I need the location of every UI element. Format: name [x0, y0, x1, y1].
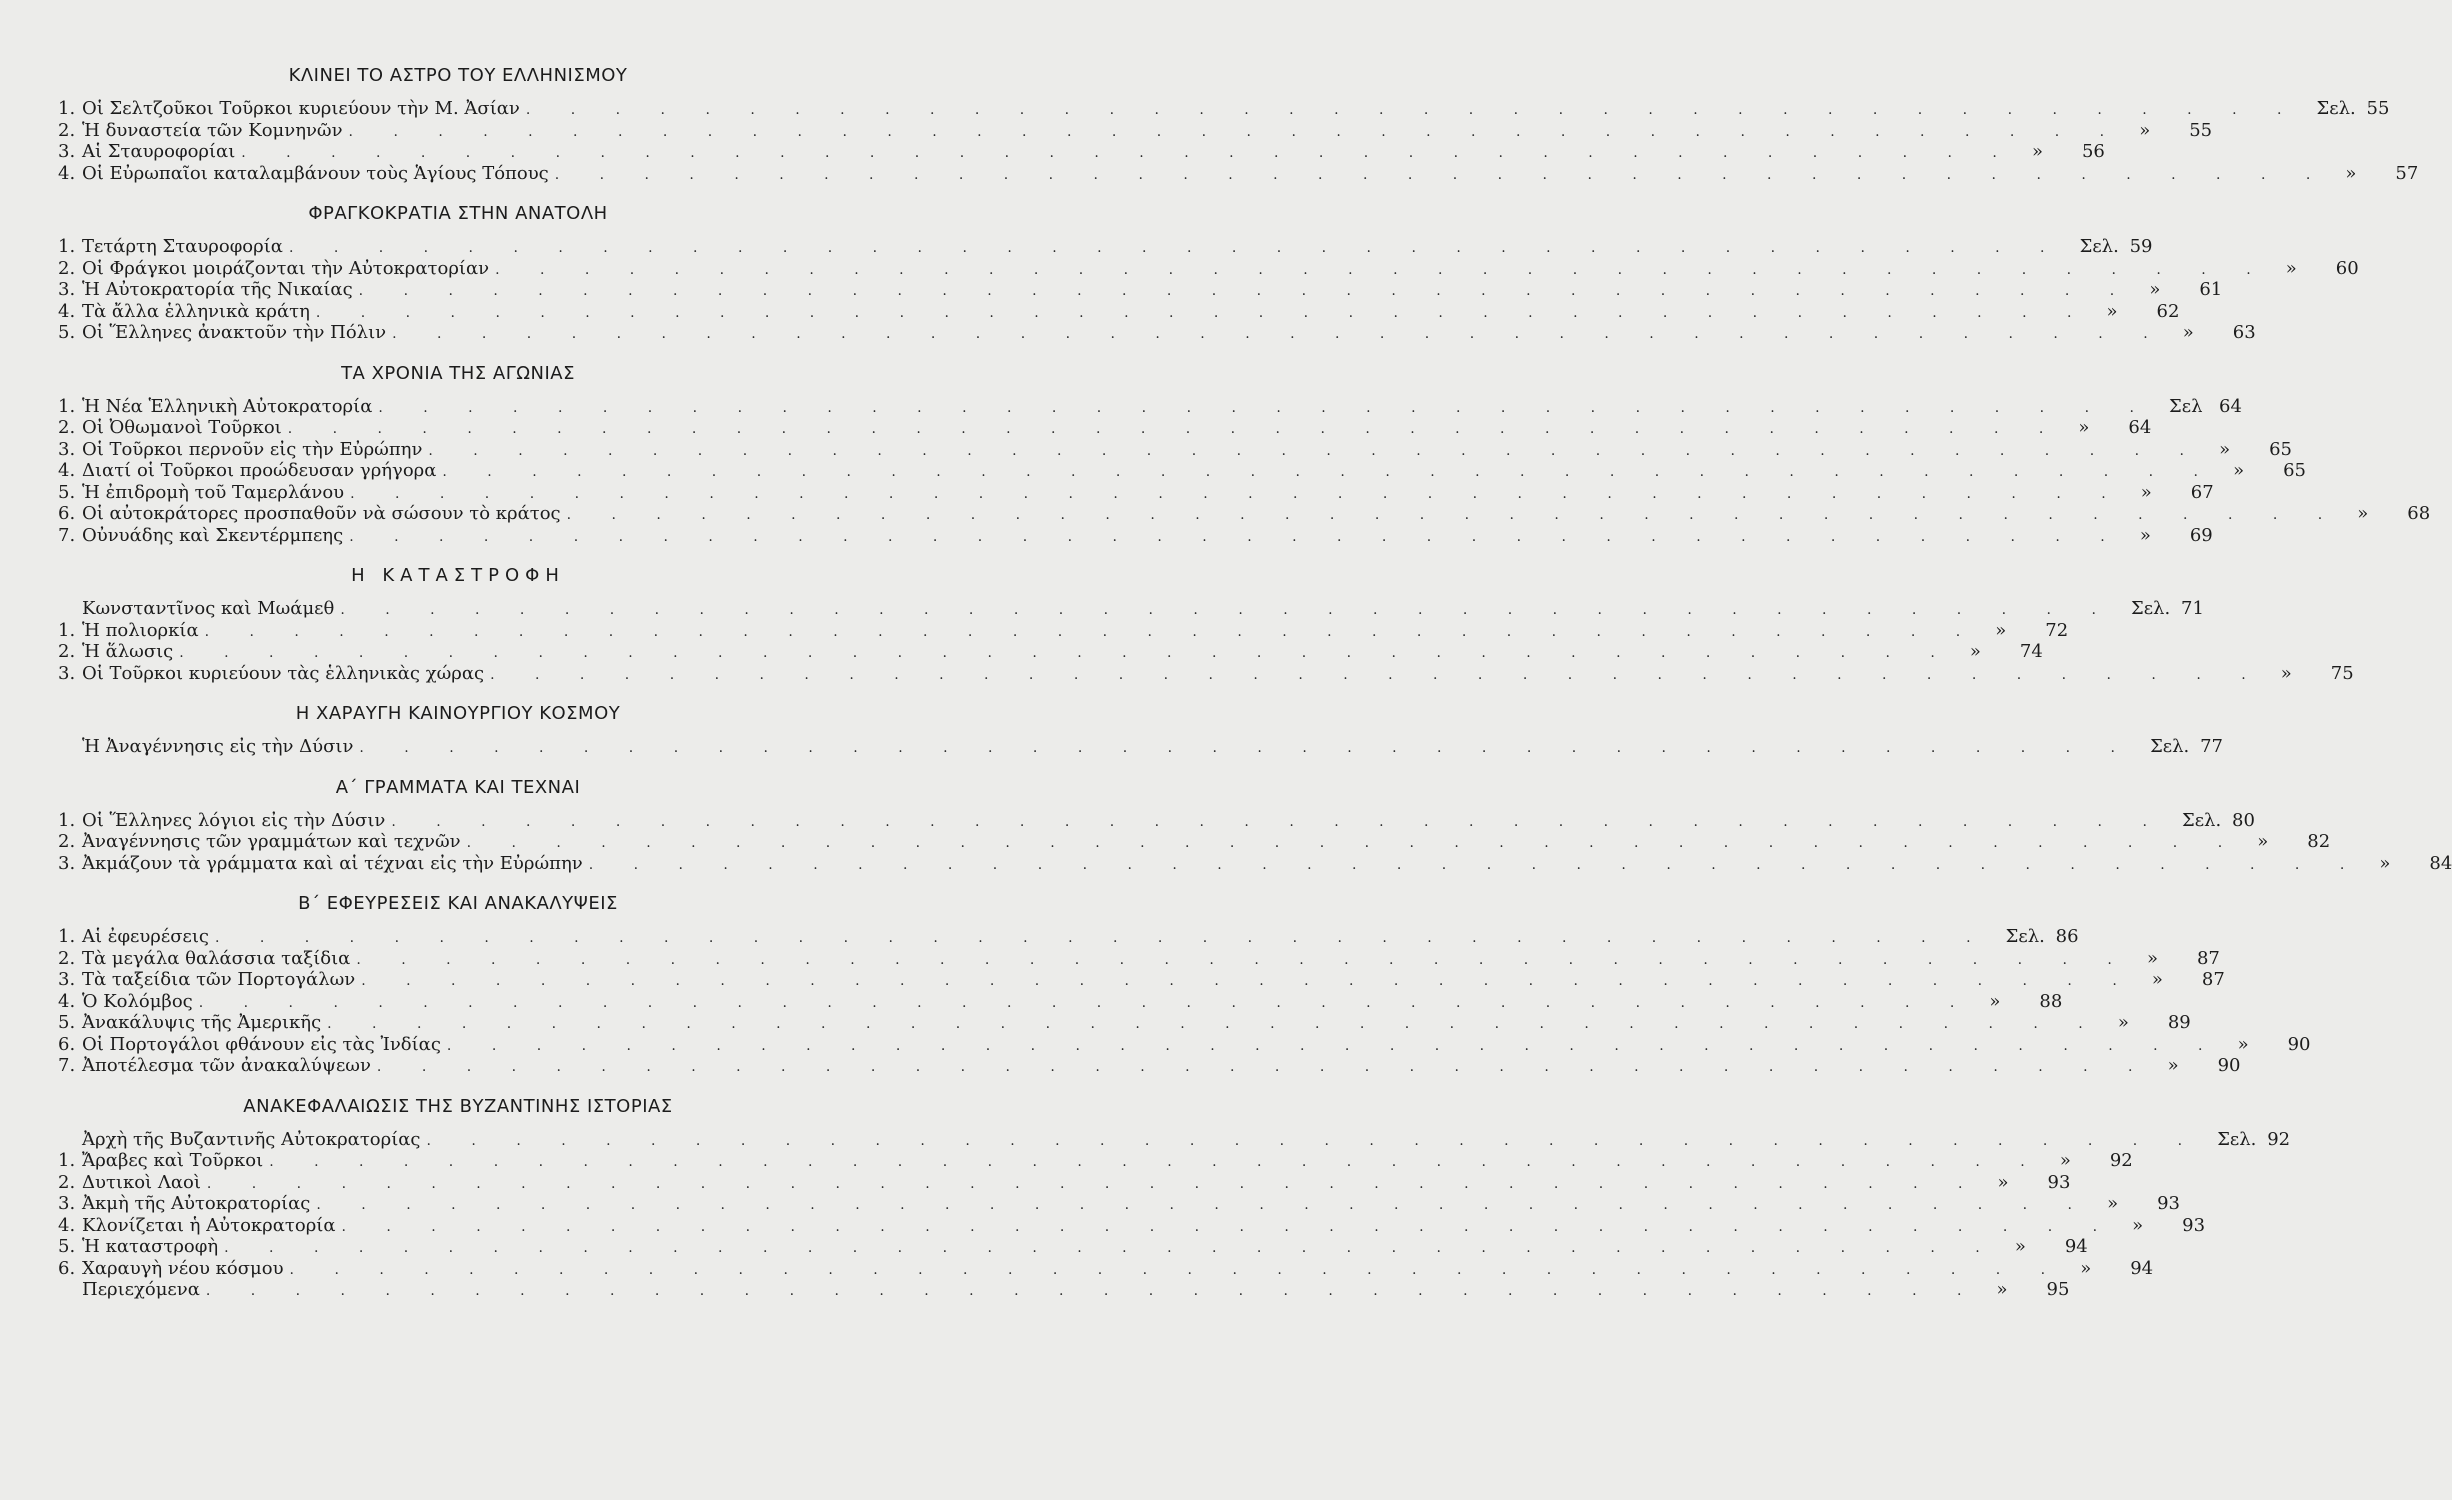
entry-title: Τετάρτη Σταυροφορία [82, 236, 283, 257]
entry-title: Ἀνακάλυψις τῆς Ἀμερικῆς [82, 1012, 322, 1033]
entry-title: Ἡ ἅλωσις [82, 641, 174, 662]
entry-title: Οἱ Τοῦρκοι κυριεύουν τὰς ἑλληνικὰς χώρας [82, 662, 485, 684]
toc-entry [58, 852, 2452, 875]
section-entries [58, 1128, 2291, 1301]
entry-title: Ἡ Αὐτοκρατορία τῆς Νικαίας [82, 279, 353, 300]
entry-number: 4. [58, 990, 76, 1012]
page-number: 69 [2189, 524, 2213, 546]
entry-page [1978, 620, 2068, 642]
toc-entry [58, 236, 2153, 258]
toc-entry [58, 141, 2105, 163]
entry-page [2299, 98, 2389, 120]
dot-leader: . . . . . . . . . . . . . . . . . . . . . . . . . . . . . . . . . . . . . . . . [206, 1175, 1981, 1192]
toc-entry [58, 460, 2306, 482]
entry-number: 1. [58, 395, 76, 417]
entry-title: Οἱ Ὀθωμανοὶ Τοῦρκοι [82, 417, 282, 438]
page-prefix: Σελ. [2217, 1128, 2257, 1150]
entry-number: 5. [58, 1012, 76, 1033]
section-heading: Η ΧΑΡΑΥΓΗ ΚΑΙΝΟΥΡΓΙΟΥ ΚΟΣΜΟΥ [295, 703, 621, 724]
dot-leader: . . . . . . . . . . . . . . . . . . . . . . . . . . . . . . . . . . . . . . . . [490, 666, 2264, 683]
page-prefix: Σελ. [2131, 598, 2171, 619]
page-number: 56 [2081, 141, 2105, 162]
toc-section [58, 202, 2359, 344]
page-number: 64 [2219, 395, 2242, 417]
entry-number: 3. [58, 1193, 76, 1214]
dot-leader: . . . . . . . . . . . . . . . . . . . . . . . . . . . . . . . . . . . . . . . . [340, 602, 2114, 618]
page-prefix: Σελ. [2079, 236, 2119, 257]
page-prefix: » [1995, 619, 2007, 641]
entry-number: 2. [58, 417, 76, 438]
entry-title: Οἱ Ἕλληνες ἀνακτοῦν τὴν Πόλιν [82, 322, 387, 343]
toc-entry [58, 257, 2359, 280]
page-prefix: » [2146, 947, 2158, 969]
page-prefix: » [1989, 990, 2001, 1012]
page-number: 89 [2167, 1012, 2191, 1033]
page-prefix: » [2132, 1214, 2144, 1236]
dot-leader: . . . . . . . . . . . . . . . . . . . . . . . . . . . . . . . . . . . . . . . . [241, 145, 2015, 161]
entry-number: 3. [58, 279, 76, 300]
toc-entry [58, 947, 2220, 970]
dot-leader: . . . . . . . . . . . . . . . . . . . . . . . . . . . . . . . . . . . . . . . . [391, 813, 2165, 830]
page-prefix: » [2280, 662, 2292, 684]
toc-entry [58, 1012, 2191, 1034]
toc-entry [58, 481, 2214, 504]
toc-section [58, 702, 2223, 758]
dot-leader: . . . . . . . . . . . . . . . . . . . . . . . . . . . . . . . . . . . . . . . . [358, 283, 2133, 299]
page-number: 72 [2045, 619, 2069, 641]
page-prefix: » [2357, 503, 2369, 524]
entry-title: Δυτικοὶ Λαοὶ [82, 1171, 201, 1193]
entry-title: Οἱ Τοῦρκοι περνοῦν εἰς τὴν Εὐρώπην [82, 438, 423, 460]
entry-number: 3. [58, 852, 76, 874]
page-prefix: » [2139, 524, 2151, 546]
dot-leader: . . . . . . . . . . . . . . . . . . . . . . . . . . . . . . . . . . . . . . . . [289, 1261, 2064, 1278]
section-heading: Α΄ ΓΡΑΜΜΑΤΑ ΚΑΙ ΤΕΧΝΑΙ [335, 776, 581, 798]
entry-page [1972, 991, 2062, 1013]
dot-leader: . . . . . . . . . . . . . . . . . . . . . . . . . . . . . . . . . . . . . . . . [466, 835, 2241, 851]
entry-title: Ἀρχὴ τῆς Βυζαντινῆς Αὐτοκρατορίας [82, 1128, 421, 1150]
toc-entry [58, 1279, 2070, 1301]
entry-number: 2. [58, 947, 76, 969]
toc-entry [58, 831, 2331, 853]
entry-number: 1. [58, 1150, 76, 1171]
entry-number: 6. [58, 1257, 76, 1279]
page-prefix: Σελ [2169, 395, 2203, 417]
page-prefix: » [2031, 141, 2043, 162]
toc-entry [58, 1033, 2311, 1056]
dot-leader: . . . . . . . . . . . . . . . . . . . . . . . . . . . . . . . . . . . . . . . . [378, 399, 2152, 416]
page-number: 63 [2232, 322, 2256, 343]
entry-page [2061, 417, 2151, 439]
dot-leader: . . . . . . . . . . . . . . . . . . . . . . . . . . . . . . . . . . . . . . . . [356, 951, 2130, 968]
page-number: 90 [2217, 1055, 2241, 1076]
entry-page [2133, 736, 2223, 758]
entry-number: 3. [58, 662, 76, 684]
page-prefix: Σελ. [2182, 809, 2222, 831]
toc-entry [58, 395, 2242, 418]
entry-page [1979, 1279, 2069, 1301]
entry-page [2328, 163, 2418, 185]
section-entries [58, 236, 2359, 344]
section-heading: ΦΡΑΓΚΟΚΡΑΤΙΑ ΣΤΗΝ ΑΝΑΤΟΛΗ [308, 203, 608, 224]
page-number: 57 [2395, 162, 2419, 184]
toc-entry [58, 1236, 2088, 1258]
section-heading: Β΄ ΕΦΕΥΡΕΣΕΙΣ ΚΑΙ ΑΝΑΚΑΛΥΨΕΙΣ [298, 893, 618, 914]
entry-number: 2. [58, 257, 76, 279]
page-prefix: » [2059, 1150, 2071, 1171]
entry-number: 3. [58, 969, 76, 990]
entry-title: Τὰ μεγάλα θαλάσσια ταξίδια [82, 947, 351, 969]
dot-leader: . . . . . . . . . . . . . . . . . . . . . . . . . . . . . . . . . . . . . . . . [327, 1016, 2101, 1032]
page-prefix: » [2117, 1012, 2129, 1033]
toc-entry [58, 1055, 2241, 1077]
toc-entry [58, 438, 2292, 461]
entry-number: 4. [58, 460, 76, 481]
page-number: 60 [2335, 257, 2359, 279]
dot-leader: . . . . . . . . . . . . . . . . . . . . . . . . . . . . . . . . . . . . . . . . [442, 464, 2216, 480]
page-number: 65 [2269, 438, 2292, 460]
toc-entry [58, 736, 2223, 758]
toc-section [58, 362, 2431, 547]
dot-leader: . . . . . . . . . . . . . . . . . . . . . . . . . . . . . . . . . . . . . . . . [288, 240, 2063, 256]
entry-page [2269, 258, 2359, 280]
dot-leader: . . . . . . . . . . . . . . . . . . . . . . . . . . . . . . . . . . . . . . . . [348, 123, 2123, 140]
entry-number: 7. [58, 1055, 76, 1076]
entry-title: Ἄραβες καὶ Τοῦρκοι [82, 1150, 264, 1171]
dot-leader: . . . . . . . . . . . . . . . . . . . . . . . . . . . . . . . . . . . . . . . . [359, 740, 2133, 756]
entry-page [2122, 120, 2212, 142]
dot-leader: . . . . . . . . . . . . . . . . . . . . . . . . . . . . . . . . . . . . . . . . [287, 421, 2062, 437]
page-number: 74 [2019, 641, 2043, 662]
dot-leader: . . . . . . . . . . . . . . . . . . . . . . . . . . . . . . . . . . . . . . . . [566, 507, 2341, 523]
entry-page [2089, 301, 2179, 323]
toc-entry [58, 119, 2213, 142]
dot-leader: . . . . . . . . . . . . . . . . . . . . . . . . . . . . . . . . . . . . . . . . [554, 166, 2329, 183]
page-prefix: » [2233, 460, 2245, 481]
dot-leader: . . . . . . . . . . . . . . . . . . . . . . . . . . . . . . . . . . . . . . . . [376, 1059, 2151, 1075]
entry-title: Ἡ ἐπιδρομὴ τοῦ Ταμερλάνου [82, 481, 345, 503]
toc-entry [58, 1171, 2071, 1194]
dot-leader: . . . . . . . . . . . . . . . . . . . . . . . . . . . . . . . . . . . . . . . . [361, 973, 2135, 989]
page-prefix: » [2219, 438, 2231, 460]
page-prefix: » [2151, 969, 2163, 990]
entry-title: Ἡ δυναστεία τῶν Κομνηνῶν [82, 119, 343, 141]
entry-page [2132, 279, 2222, 301]
page-number: 88 [2039, 990, 2063, 1012]
page-number: 55 [2189, 119, 2213, 141]
entry-number: 4. [58, 1214, 76, 1236]
entry-number: 2. [58, 1171, 76, 1193]
page-prefix: » [2345, 162, 2357, 184]
dot-leader: . . . . . . . . . . . . . . . . . . . . . . . . . . . . . . . . . . . . . . . . [204, 623, 1979, 640]
entry-title: Ἀποτέλεσμα τῶν ἀνακαλύψεων [82, 1055, 371, 1076]
section-entries [58, 926, 2311, 1077]
toc-entry [58, 162, 2419, 185]
toc-entry [58, 524, 2213, 547]
entry-number: 5. [58, 1236, 76, 1257]
dot-leader: . . . . . . . . . . . . . . . . . . . . . . . . . . . . . . . . . . . . . . . . [446, 1037, 2221, 1054]
section-entries [58, 98, 2419, 184]
toc-section [58, 776, 2452, 875]
table-of-contents [58, 58, 2452, 1319]
entry-number: 1. [58, 619, 76, 641]
dot-leader: . . . . . . . . . . . . . . . . . . . . . . . . . . . . . . . . . . . . . . . . [349, 528, 2123, 545]
entry-title: Οἱ Πορτογάλοι φθάνουν εἰς τὰς Ἰνδίας [82, 1033, 441, 1055]
entry-page [2200, 1129, 2290, 1151]
entry-page [1998, 1236, 2088, 1258]
entry-page [2166, 322, 2256, 344]
section-entries [58, 809, 2452, 875]
entry-page [2043, 1150, 2133, 1172]
entry-number: 6. [58, 503, 76, 524]
entry-page [2063, 1258, 2153, 1280]
toc-entry [58, 98, 2390, 120]
entry-number: 7. [58, 524, 76, 546]
toc-entry [58, 662, 2354, 685]
page-number: 95 [2046, 1279, 2070, 1300]
toc-entry [58, 1128, 2291, 1151]
page-prefix: » [2107, 1193, 2119, 1214]
page-number: 86 [2055, 926, 2079, 947]
dot-leader: . . . . . . . . . . . . . . . . . . . . . . . . . . . . . . . . . . . . . . . . [198, 994, 1973, 1011]
page-prefix: » [2014, 1236, 2026, 1257]
toc-section [58, 564, 2354, 684]
dot-leader: . . . . . . . . . . . . . . . . . . . . . . . . . . . . . . . . . . . . . . . . [426, 1132, 2201, 1149]
entry-number: 5. [58, 322, 76, 343]
entry-page [2090, 1193, 2180, 1215]
toc-section [58, 1095, 2291, 1301]
dot-leader: . . . . . . . . . . . . . . . . . . . . . . . . . . . . . . . . . . . . . . . . [214, 930, 1989, 946]
entry-page [2114, 598, 2204, 620]
entry-number: 1. [58, 926, 76, 947]
section-heading: ΚΛΙΝΕΙ ΤΟ ΑΣΤΡΟ ΤΟΥ ΕΛΛΗΝΙΣΜΟΥ [288, 65, 628, 86]
toc-entry [58, 1150, 2133, 1172]
page-prefix: Σελ. [2005, 926, 2045, 947]
entry-title: Κωνσταντῖνος καὶ Μωάμεθ [82, 598, 335, 619]
entry-title: Ἀκμὴ τῆς Αὐτοκρατορίας [82, 1193, 311, 1214]
page-number: 94 [2130, 1257, 2154, 1279]
page-number: 55 [2366, 98, 2390, 119]
entry-title: Ὁ Κολόμβος [82, 990, 193, 1012]
dot-leader: . . . . . . . . . . . . . . . . . . . . . . . . . . . . . . . . . . . . . . . . [341, 1218, 2116, 1235]
entry-title: Αἱ ἐφευρέσεις [82, 926, 209, 947]
toc-entry [58, 641, 2043, 663]
page-number: 93 [2182, 1214, 2206, 1236]
entry-page [2165, 810, 2255, 832]
page-prefix: » [2182, 322, 2194, 343]
page-prefix: » [2285, 257, 2297, 279]
toc-entry [58, 1193, 2180, 1215]
page-number: 80 [2232, 809, 2255, 831]
page-prefix: » [2139, 119, 2151, 141]
toc-section [58, 892, 2311, 1077]
entry-page [2264, 663, 2354, 685]
toc-entry [58, 619, 2069, 642]
dot-leader: . . . . . . . . . . . . . . . . . . . . . . . . . . . . . . . . . . . . . . . . [525, 102, 2300, 118]
entry-title: Ἀναγέννησις τῶν γραμμάτων καὶ τεχνῶν [82, 831, 461, 852]
page-number: 59 [2129, 236, 2153, 257]
dot-leader: . . . . . . . . . . . . . . . . . . . . . . . . . . . . . . . . . . . . . . . . [316, 1197, 2090, 1213]
page-number: 64 [2128, 417, 2152, 438]
page-prefix: » [2237, 1033, 2249, 1055]
dot-leader: . . . . . . . . . . . . . . . . . . . . . . . . . . . . . . . . . . . . . . . . [205, 1283, 1980, 1299]
toc-entry [58, 322, 2256, 344]
entry-title: Ἡ καταστροφὴ [82, 1236, 219, 1257]
entry-page [2130, 948, 2220, 970]
toc-entry [58, 926, 2079, 948]
page-number: 68 [2407, 503, 2431, 524]
toc-entry [58, 300, 2180, 323]
page-prefix: » [1969, 641, 1981, 662]
entry-page [2216, 460, 2306, 482]
dot-leader: . . . . . . . . . . . . . . . . . . . . . . . . . . . . . . . . . . . . . . . . [392, 326, 2166, 342]
section-heading: Η ΚΑΤΑΣΤΡΟΦΗ [351, 565, 565, 586]
entry-title: Οὐνυάδης καὶ Σκεντέρμπεης [82, 524, 344, 546]
entry-title: Αἱ Σταυροφορίαι [82, 141, 236, 162]
entry-title: Οἱ Σελτζοῦκοι Τοῦρκοι κυριεύουν τὴν Μ. Ἀσίαν [82, 98, 520, 119]
toc-entry [58, 1257, 2154, 1280]
dot-leader: . . . . . . . . . . . . . . . . . . . . . . . . . . . . . . . . . . . . . . . . [588, 856, 2363, 873]
page-number: 94 [2064, 1236, 2088, 1257]
page-prefix: » [2257, 831, 2269, 852]
entry-title: Χαραυγὴ νέου κόσμου [82, 1257, 284, 1279]
toc-entry [58, 503, 2431, 525]
dot-leader: . . . . . . . . . . . . . . . . . . . . . . . . . . . . . . . . . . . . . . . . [428, 442, 2202, 459]
entry-number: 6. [58, 1033, 76, 1055]
entry-title: Ἡ Νέα Ἑλληνικὴ Αὐτοκρατορία [82, 395, 373, 417]
entry-page [2202, 439, 2292, 461]
section-entries [58, 736, 2223, 758]
section-entries [58, 395, 2431, 547]
dot-leader: . . . . . . . . . . . . . . . . . . . . . . . . . . . . . . . . . . . . . . . . [350, 485, 2124, 502]
page-number: 67 [2190, 481, 2214, 503]
entry-page [2151, 1055, 2241, 1077]
entry-page [2340, 503, 2430, 525]
page-number: 65 [2283, 460, 2306, 481]
entry-page [2015, 141, 2105, 163]
toc-entry [58, 1214, 2206, 1237]
toc-entry [58, 598, 2204, 620]
entry-number: 2. [58, 641, 76, 662]
entry-title: Κλονίζεται ἡ Αὐτοκρατορία [82, 1214, 336, 1236]
page-prefix: Σελ. [2316, 98, 2356, 119]
page-number: 75 [2330, 662, 2354, 684]
entry-number: 1. [58, 236, 76, 257]
entry-page [2152, 396, 2242, 418]
entry-title: Ἀκμάζουν τὰ γράμματα καὶ αἱ τέχναι εἰς τὴν Εὐρώπην [82, 852, 583, 874]
entry-page [2063, 236, 2153, 258]
entry-number: 2. [58, 119, 76, 141]
page-number: 92 [2109, 1150, 2133, 1171]
dot-leader: . . . . . . . . . . . . . . . . . . . . . . . . . . . . . . . . . . . . . . . . [495, 261, 2269, 278]
entry-title: Τὰ ταξείδια τῶν Πορτογάλων [82, 969, 356, 990]
entry-page [2115, 1215, 2205, 1237]
entry-page [2221, 1034, 2311, 1056]
entry-title: Διατί οἱ Τοῦρκοι προώδευσαν γρήγορα [82, 460, 437, 481]
entry-page [2124, 482, 2214, 504]
entry-title: Οἱ Ἕλληνες λόγιοι εἰς τὴν Δύσιν [82, 809, 386, 831]
entry-page [1989, 926, 2079, 948]
page-number: 93 [2047, 1171, 2071, 1193]
toc-entry [58, 417, 2152, 439]
entry-page [2123, 525, 2213, 547]
dot-leader: . . . . . . . . . . . . . . . . . . . . . . . . . . . . . . . . . . . . . . . . [315, 304, 2090, 321]
entry-number: 1. [58, 809, 76, 831]
page-prefix: » [2167, 1055, 2179, 1076]
page-number: 87 [2201, 969, 2225, 990]
toc-entry [58, 990, 2063, 1013]
toc-entry [58, 279, 2223, 301]
entry-title: Ἡ πολιορκία [82, 619, 199, 641]
page-number: 77 [2200, 736, 2223, 757]
entry-number: 1. [58, 98, 76, 119]
dot-leader: . . . . . . . . . . . . . . . . . . . . . . . . . . . . . . . . . . . . . . . . [269, 1154, 2043, 1170]
entry-title: Οἱ Εὐρωπαῖοι καταλαμβάνουν τοὺς Ἁγίους Τόπους [82, 162, 549, 184]
entry-title: Οἱ Φράγκοι μοιράζονται τὴν Αὐτοκρατορίαν [82, 257, 490, 279]
entry-title: Τὰ ἄλλα ἑλληνικὰ κράτη [82, 300, 310, 322]
toc-entry [58, 969, 2225, 991]
toc-entry [58, 809, 2255, 832]
page-number: 93 [2157, 1193, 2180, 1214]
section-entries [58, 598, 2354, 684]
page-number: 61 [2199, 279, 2223, 300]
entry-number: 2. [58, 831, 76, 852]
page-number: 92 [2267, 1128, 2291, 1150]
entry-number: 5. [58, 481, 76, 503]
entry-number: 3. [58, 141, 76, 162]
entry-title: Περιεχόμενα [82, 1279, 200, 1300]
entry-page [2101, 1012, 2191, 1034]
page-prefix: Σελ. [2150, 736, 2190, 757]
page-prefix: » [2149, 279, 2161, 300]
page-number: 71 [2181, 598, 2204, 619]
page-prefix: » [2078, 417, 2090, 438]
toc-section [58, 64, 2419, 184]
section-heading: ΑΝΑΚΕΦΑΛΑΙΩΣΙΣ ΤΗΣ ΒΥΖΑΝΤΙΝΗΣ ΙΣΤΟΡΙΑΣ [243, 1095, 673, 1117]
page-prefix: » [2140, 481, 2152, 503]
page-number: 84 [2429, 852, 2452, 874]
page-prefix: » [2080, 1257, 2092, 1279]
page-number: 90 [2287, 1033, 2311, 1055]
entry-page [1980, 1172, 2070, 1194]
entry-title: Οἱ αὐτοκράτορες προσπαθοῦν νὰ σώσουν τὸ κράτος [82, 503, 561, 524]
dot-leader: . . . . . . . . . . . . . . . . . . . . . . . . . . . . . . . . . . . . . . . . [224, 1240, 1998, 1256]
dot-leader: . . . . . . . . . . . . . . . . . . . . . . . . . . . . . . . . . . . . . . . . [179, 645, 1953, 661]
entry-page [1953, 641, 2043, 663]
page-number: 87 [2196, 947, 2220, 969]
entry-page [2135, 969, 2225, 991]
entry-title: Ἡ Ἀναγέννησις εἰς τὴν Δύσιν [82, 736, 354, 757]
page-number: 62 [2156, 300, 2180, 322]
page-number: 82 [2307, 831, 2331, 852]
page-prefix: » [2106, 300, 2118, 322]
page-prefix: » [1997, 1171, 2009, 1193]
entry-page [2240, 831, 2330, 853]
entry-number: 3. [58, 438, 76, 460]
entry-number: 4. [58, 162, 76, 184]
entry-number: 4. [58, 300, 76, 322]
page-prefix: » [2379, 852, 2391, 874]
entry-page [2362, 853, 2452, 875]
page-prefix: » [1996, 1279, 2008, 1300]
section-heading: ΤΑ ΧΡΟΝΙΑ ΤΗΣ ΑΓΩΝΙΑΣ [341, 362, 575, 384]
